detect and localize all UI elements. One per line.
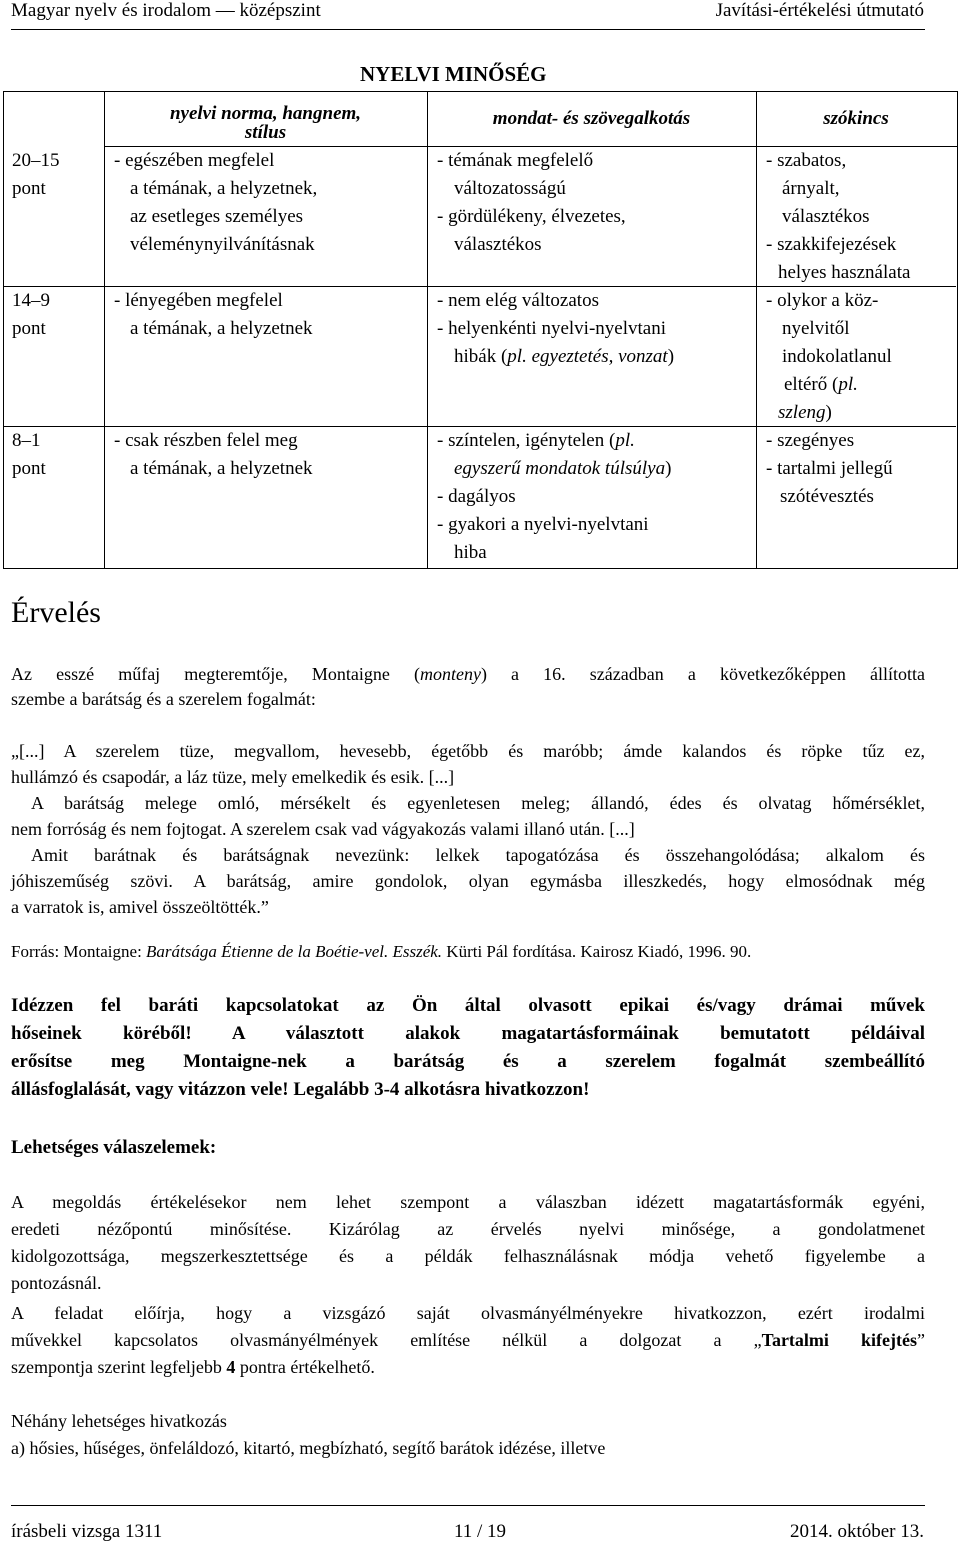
row1-score-2: pont: [12, 178, 46, 199]
table-hline-1: [104, 146, 957, 147]
col-vocab-header: szókincs: [823, 108, 889, 129]
table-vline-3: [756, 91, 757, 568]
footer-rule: [11, 1505, 925, 1506]
header-rule: [11, 29, 925, 30]
intro-line-1: [11, 662, 925, 686]
intro-author-pronunciation: monteny: [419, 664, 481, 684]
row3-sentence-1a: - színtelen, igénytelen (: [437, 430, 616, 451]
row1-sentence-3: - gördülékeny, élvezetes,: [437, 206, 626, 227]
row2-vocab-1: - olykor a köz-: [766, 290, 879, 311]
row1-score-1: 20–15: [12, 150, 60, 171]
row2-vocab-5b: ): [825, 402, 832, 423]
row1-sentence-4: választékos: [454, 234, 542, 255]
row1-sentence-1: - témának megfelelő: [437, 150, 594, 171]
row1-norm-2: a témának, a helyzetnek,: [130, 178, 318, 199]
col-norm-header-2: stílus: [244, 122, 287, 143]
row3-sentence-2a: egyszerű mondatok túlsúlya: [454, 458, 666, 479]
para1-line-2: eredeti nézőpontú minősítése. Kizárólag az érvelés nyelvi minősége, a gondolatmenet: [11, 1219, 925, 1239]
row3-vocab-1: - szegényes: [766, 430, 855, 451]
footer-center: 11 / 19: [453, 1521, 507, 1542]
para2-a: művekkel kapcsolatos olvasmányélmények említése nélkül a dolgozat a „: [11, 1330, 762, 1350]
row3-score-2: pont: [12, 458, 46, 479]
row2-sentence-1: - nem elég változatos: [437, 290, 599, 311]
row3-norm-2: a témának, a helyzetnek: [130, 458, 313, 479]
possible-answers-heading: Lehetséges válaszelemek:: [11, 1137, 217, 1158]
row2-vocab-4b: pl.: [838, 374, 858, 395]
row2-score-2: pont: [12, 318, 46, 339]
row2-sentence-3: [454, 346, 674, 368]
table-hline-3: [3, 426, 956, 427]
col-sentence-header: mondat- és szövegalkotás: [492, 108, 691, 129]
quote-line-5: Amit barátnak és barátságnak nevezünk: lelkek tapogatózása és összehangolódása; alkalom és: [31, 845, 925, 865]
section-title: Érvelés: [11, 596, 101, 629]
para2-points: 4: [226, 1357, 236, 1377]
source-prefix: Forrás: Montaigne:: [11, 942, 147, 961]
row2-vocab-4: [784, 374, 858, 396]
row3-vocab-3: szótévesztés: [780, 486, 874, 507]
task-line-2: hőseinek köréből! A választott alakok magatartásformáinak bemutatott példáival: [11, 1023, 925, 1044]
task-line-3: erősítse meg Montaigne-nek a barátság és a szerelem fogalmát szembeállító: [11, 1051, 925, 1072]
table-vline-2: [427, 91, 428, 568]
row2-sentence-3b: pl. egyeztetés, vonzat: [507, 346, 668, 367]
row1-norm-1: - egészében megfelel: [114, 150, 275, 171]
para1-line-3: kidolgozottsága, megszerkesztettsége és a példák felhasználásnak módja vehető figyelembe a: [11, 1246, 925, 1266]
col-norm-header-1: nyelvi norma, hangnem,: [169, 103, 362, 124]
row2-sentence-2: - helyenkénti nyelvi-nyelvtani: [437, 318, 666, 339]
intro-b: ) a 16. században a következőképpen állította: [480, 664, 925, 684]
footer-left: írásbeli vizsga 1311: [11, 1521, 163, 1542]
quote-line-7: a varratok is, amivel összeöltötték.”: [11, 897, 269, 917]
para2-c: szempontja szerint legfeljebb: [11, 1357, 227, 1377]
row1-vocab-2: árnyalt,: [782, 178, 840, 199]
quote-line-2: hullámzó és csapodár, a láz tüze, mely emelkedik és esik. [...]: [11, 767, 455, 787]
source-suffix: Kürti Pál fordítása. Kairosz Kiadó, 1996. 90.: [442, 942, 752, 961]
row1-norm-3: az esetleges személyes: [130, 206, 304, 227]
row2-vocab-4a: eltérő (: [784, 374, 839, 395]
para2-d: pontra értékelhető.: [235, 1357, 375, 1377]
row2-norm-1: - lényegében megfelel: [114, 290, 283, 311]
row3-sentence-2b: ): [665, 458, 672, 479]
source-title: Barátsága Étienne de la Boétie-vel. Esszék.: [146, 942, 443, 961]
row2-norm-2: a témának, a helyzetnek: [130, 318, 313, 339]
refs-heading: Néhány lehetséges hivatkozás: [11, 1411, 227, 1431]
row2-vocab-2: nyelvitől: [782, 318, 850, 339]
row1-vocab-1: - szabatos,: [766, 150, 847, 171]
para2-line-3: [11, 1357, 925, 1378]
intro-line-2: szembe a barátság és a szerelem fogalmát:: [11, 689, 316, 709]
row1-vocab-3: választékos: [782, 206, 870, 227]
row3-sentence-1: [437, 430, 635, 452]
table-hline-2: [3, 286, 956, 287]
row1-vocab-4: - szakkifejezések: [766, 234, 897, 255]
row3-sentence-4: - gyakori a nyelvi-nyelvtani: [437, 514, 649, 535]
footer-right: 2014. október 13.: [789, 1521, 924, 1542]
refs-item-a: a) hősies, hűséges, önfeláldozó, kitartó, megbízható, segítő barátok idézése, illetve: [11, 1438, 606, 1458]
quote-line-6: jóhiszeműség szövi. A barátság, amire gondolok, olyan egymásba illeszkedés, hogy elmosódnak még: [11, 871, 925, 891]
task-line-1: Idézzen fel baráti kapcsolatokat az Ön által olvasott epikai és/vagy drámai művek: [11, 995, 925, 1016]
row3-vocab-2: - tartalmi jellegű: [766, 458, 893, 479]
para2-b: ”: [917, 1330, 925, 1350]
row2-sentence-3a: hibák (: [454, 346, 508, 367]
row3-norm-1: - csak részben felel meg: [114, 430, 298, 451]
source-line: [11, 942, 925, 962]
para2-line-2: [11, 1330, 925, 1351]
table-vline-1: [104, 91, 105, 568]
quote-line-4: nem forróság és nem fojtogat. A szerelem csak vad vágyakozás valami illanó után. [...]: [11, 819, 635, 839]
row3-sentence-3: - dagályos: [437, 486, 516, 507]
row2-score-1: 14–9: [12, 290, 50, 311]
quote-line-1: „[...] A szerelem tüze, megvallom, hevesebb, égetőbb és maróbb; ámde kalandos és röpke tűz ez,: [11, 741, 925, 761]
row3-score-1: 8–1: [12, 430, 41, 451]
quote-line-3: A barátság melege omló, mérsékelt és egyenletesen meleg; állandó, édes és olvatag hőmérséklet,: [31, 793, 925, 813]
row1-norm-4: véleménynyilvánításnak: [130, 234, 315, 255]
intro-a: Az esszé műfaj megteremtője, Montaigne (: [11, 664, 420, 684]
para2-line-1: A feladat előírja, hogy a vizsgázó saját olvasmányélményekre hivatkozzon, ezért irodalmi: [11, 1303, 925, 1323]
row3-sentence-2: [454, 458, 671, 480]
table-title: NYELVI MINŐSÉG: [360, 62, 547, 86]
page-header-right: Javítási-értékelési útmutató: [715, 0, 924, 21]
para1-line-1: A megoldás értékelésekor nem lehet szempont a válaszban idézett magatartásformák egyéni,: [11, 1192, 925, 1212]
para2-criterion: Tartalmi kifejtés: [761, 1330, 917, 1350]
row1-vocab-5: helyes használata: [778, 262, 911, 283]
task-line-4: állásfoglalását, vagy vitázzon vele! Legalább 3-4 alkotásra hivatkozzon!: [11, 1079, 590, 1100]
row2-vocab-3: indokolatlanul: [782, 346, 892, 367]
row3-sentence-1b: pl.: [615, 430, 635, 451]
row2-vocab-5: [778, 402, 832, 424]
para1-line-4: pontozásnál.: [11, 1273, 102, 1293]
row2-vocab-5a: szleng: [778, 402, 826, 423]
row3-sentence-5: hiba: [454, 542, 487, 563]
page-header-left: Magyar nyelv és irodalom — középszint: [11, 0, 321, 21]
row2-sentence-3c: ): [667, 346, 675, 367]
row1-sentence-2: változatosságú: [454, 178, 566, 199]
